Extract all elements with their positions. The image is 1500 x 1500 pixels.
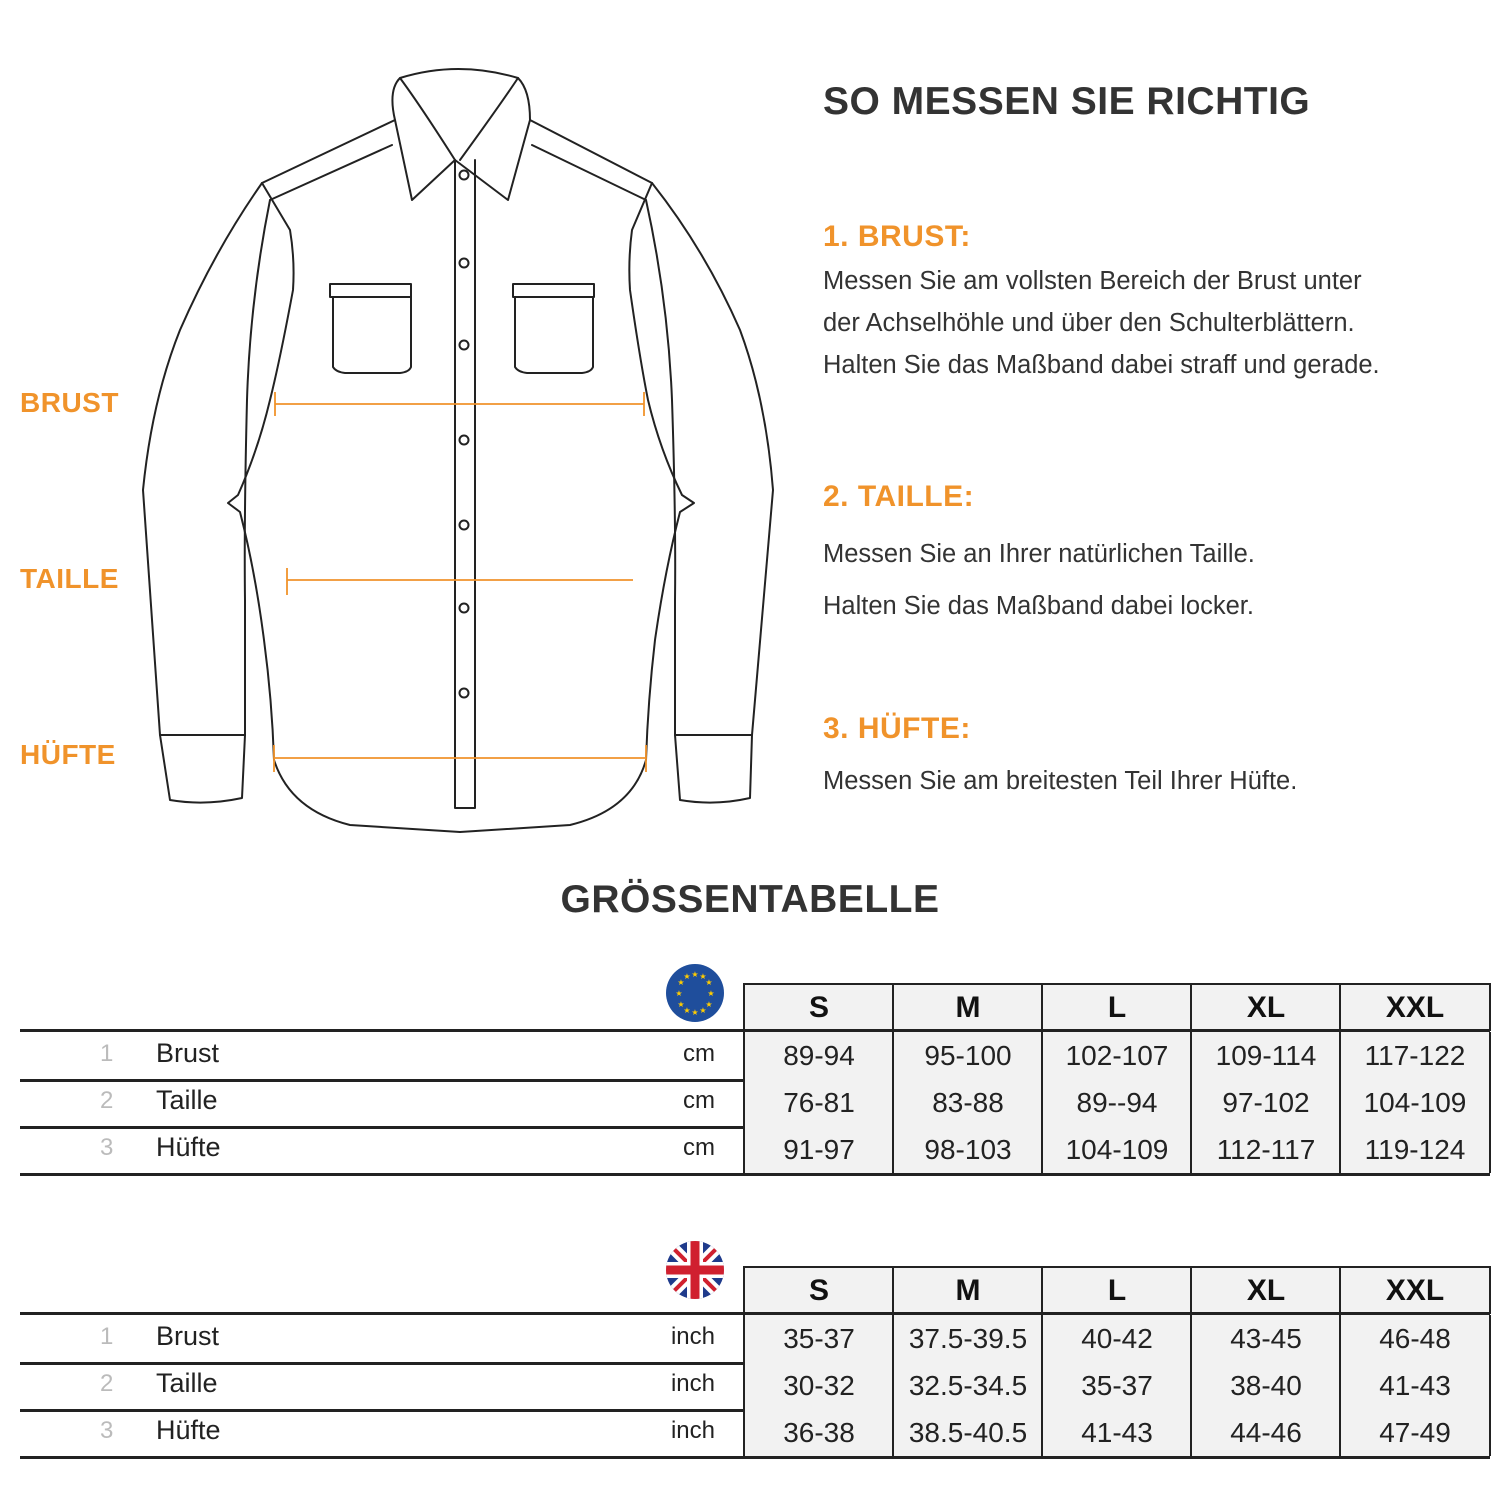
svg-text:★: ★ xyxy=(691,1008,699,1017)
svg-text:★: ★ xyxy=(699,972,707,981)
row-name: Hüfte xyxy=(156,1132,221,1162)
cell-xl: 44-46 xyxy=(1190,1409,1340,1456)
table-row xyxy=(20,1079,1490,1129)
svg-text:★: ★ xyxy=(677,1000,685,1009)
chest-line-1: Messen Sie am vollsten Bereich der Brust unter xyxy=(823,267,1362,295)
chest-line-3: Halten Sie das Maßband dabei straff und gerade. xyxy=(823,351,1380,379)
chest-text xyxy=(823,260,1380,386)
size-header-xxl: XXL xyxy=(1339,1266,1491,1314)
row-name: Taille xyxy=(156,1368,218,1398)
cell-xl: 97-102 xyxy=(1190,1079,1340,1126)
hip-heading: 3. HÜFTE: xyxy=(823,712,971,745)
row-number: 2 xyxy=(100,1087,114,1114)
cell-m: 98-103 xyxy=(892,1126,1042,1173)
size-table-title: GRÖSSENTABELLE xyxy=(560,878,940,921)
size-header-m: M xyxy=(892,1266,1042,1314)
svg-text:★: ★ xyxy=(705,1000,713,1009)
row-unit: inch xyxy=(670,1323,715,1350)
row-name: Hüfte xyxy=(156,1415,221,1445)
waist-heading: 2. TAILLE: xyxy=(823,480,975,513)
label-waist: TAILLE xyxy=(20,563,119,594)
chest-heading: 1. BRUST: xyxy=(823,220,971,253)
size-header-s: S xyxy=(743,983,893,1031)
cell-xl: 112-117 xyxy=(1190,1126,1340,1173)
eu-flag-icon xyxy=(665,963,725,1023)
cell-xxl: 119-124 xyxy=(1339,1126,1491,1173)
row-unit: inch xyxy=(670,1417,715,1444)
cell-xxl: 46-48 xyxy=(1339,1315,1491,1362)
hip-text xyxy=(823,760,1297,802)
row-number: 1 xyxy=(100,1040,114,1067)
row-number: 3 xyxy=(100,1417,114,1444)
shirt-diagram xyxy=(0,0,800,850)
size-header-xl: XL xyxy=(1190,983,1340,1031)
cell-xxl: 104-109 xyxy=(1339,1079,1491,1126)
table-row xyxy=(20,1362,1490,1412)
cell-m: 32.5-34.5 xyxy=(892,1362,1042,1409)
svg-text:★: ★ xyxy=(677,978,685,987)
row-number: 1 xyxy=(100,1323,114,1350)
svg-text:★: ★ xyxy=(675,989,683,998)
cell-s: 30-32 xyxy=(743,1362,893,1409)
cell-s: 35-37 xyxy=(743,1315,893,1362)
row-unit: cm xyxy=(683,1040,715,1067)
cell-l: 41-43 xyxy=(1041,1409,1191,1456)
cell-l: 102-107 xyxy=(1041,1032,1191,1079)
cell-l: 89--94 xyxy=(1041,1079,1191,1126)
table-row xyxy=(20,1409,1490,1459)
cell-xxl: 117-122 xyxy=(1339,1032,1491,1079)
row-name: Brust xyxy=(156,1038,220,1068)
size-header-row xyxy=(743,983,1493,1031)
table-row xyxy=(20,1126,1490,1176)
svg-text:★: ★ xyxy=(683,972,691,981)
guide-title: SO MESSEN SIE RICHTIG xyxy=(823,80,1311,123)
label-chest: BRUST xyxy=(20,387,119,418)
hip-line-1: Messen Sie am breitesten Teil Ihrer Hüfte. xyxy=(823,767,1298,795)
waist-line-1: Messen Sie an Ihrer natürlichen Taille. xyxy=(823,540,1255,568)
cell-s: 89-94 xyxy=(743,1032,893,1079)
size-header-row xyxy=(743,1266,1493,1314)
cell-xxl: 41-43 xyxy=(1339,1362,1491,1409)
svg-text:★: ★ xyxy=(707,989,715,998)
table-row xyxy=(20,1029,1490,1082)
cell-xl: 109-114 xyxy=(1190,1032,1340,1079)
row-unit: cm xyxy=(683,1134,715,1161)
size-header-l: L xyxy=(1041,983,1191,1031)
size-header-s: S xyxy=(743,1266,893,1314)
cell-l: 104-109 xyxy=(1041,1126,1191,1173)
cell-m: 95-100 xyxy=(892,1032,1042,1079)
svg-text:★: ★ xyxy=(683,1006,691,1015)
cell-m: 83-88 xyxy=(892,1079,1042,1126)
svg-text:★: ★ xyxy=(705,978,713,987)
row-unit: cm xyxy=(683,1087,715,1114)
cell-xl: 38-40 xyxy=(1190,1362,1340,1409)
cell-m: 38.5-40.5 xyxy=(892,1409,1042,1456)
waist-text xyxy=(823,528,1255,632)
row-name: Taille xyxy=(156,1085,218,1115)
row-number: 3 xyxy=(100,1134,114,1161)
cell-xl: 43-45 xyxy=(1190,1315,1340,1362)
cell-s: 91-97 xyxy=(743,1126,893,1173)
cell-l: 40-42 xyxy=(1041,1315,1191,1362)
cell-s: 36-38 xyxy=(743,1409,893,1456)
cell-s: 76-81 xyxy=(743,1079,893,1126)
label-hip: HÜFTE xyxy=(20,739,116,770)
cell-l: 35-37 xyxy=(1041,1362,1191,1409)
cell-m: 37.5-39.5 xyxy=(892,1315,1042,1362)
waist-line-2: Halten Sie das Maßband dabei locker. xyxy=(823,592,1254,620)
chest-line-2: der Achselhöhle und über den Schulterblättern. xyxy=(823,309,1355,337)
svg-text:★: ★ xyxy=(691,970,699,979)
size-header-l: L xyxy=(1041,1266,1191,1314)
size-header-xl: XL xyxy=(1190,1266,1340,1314)
svg-text:★: ★ xyxy=(699,1006,707,1015)
row-unit: inch xyxy=(670,1370,715,1397)
size-header-m: M xyxy=(892,983,1042,1031)
table-row xyxy=(20,1312,1490,1365)
row-number: 2 xyxy=(100,1370,114,1397)
size-header-xxl: XXL xyxy=(1339,983,1491,1031)
cell-xxl: 47-49 xyxy=(1339,1409,1491,1456)
row-name: Brust xyxy=(156,1321,220,1351)
uk-flag-icon xyxy=(665,1240,725,1300)
